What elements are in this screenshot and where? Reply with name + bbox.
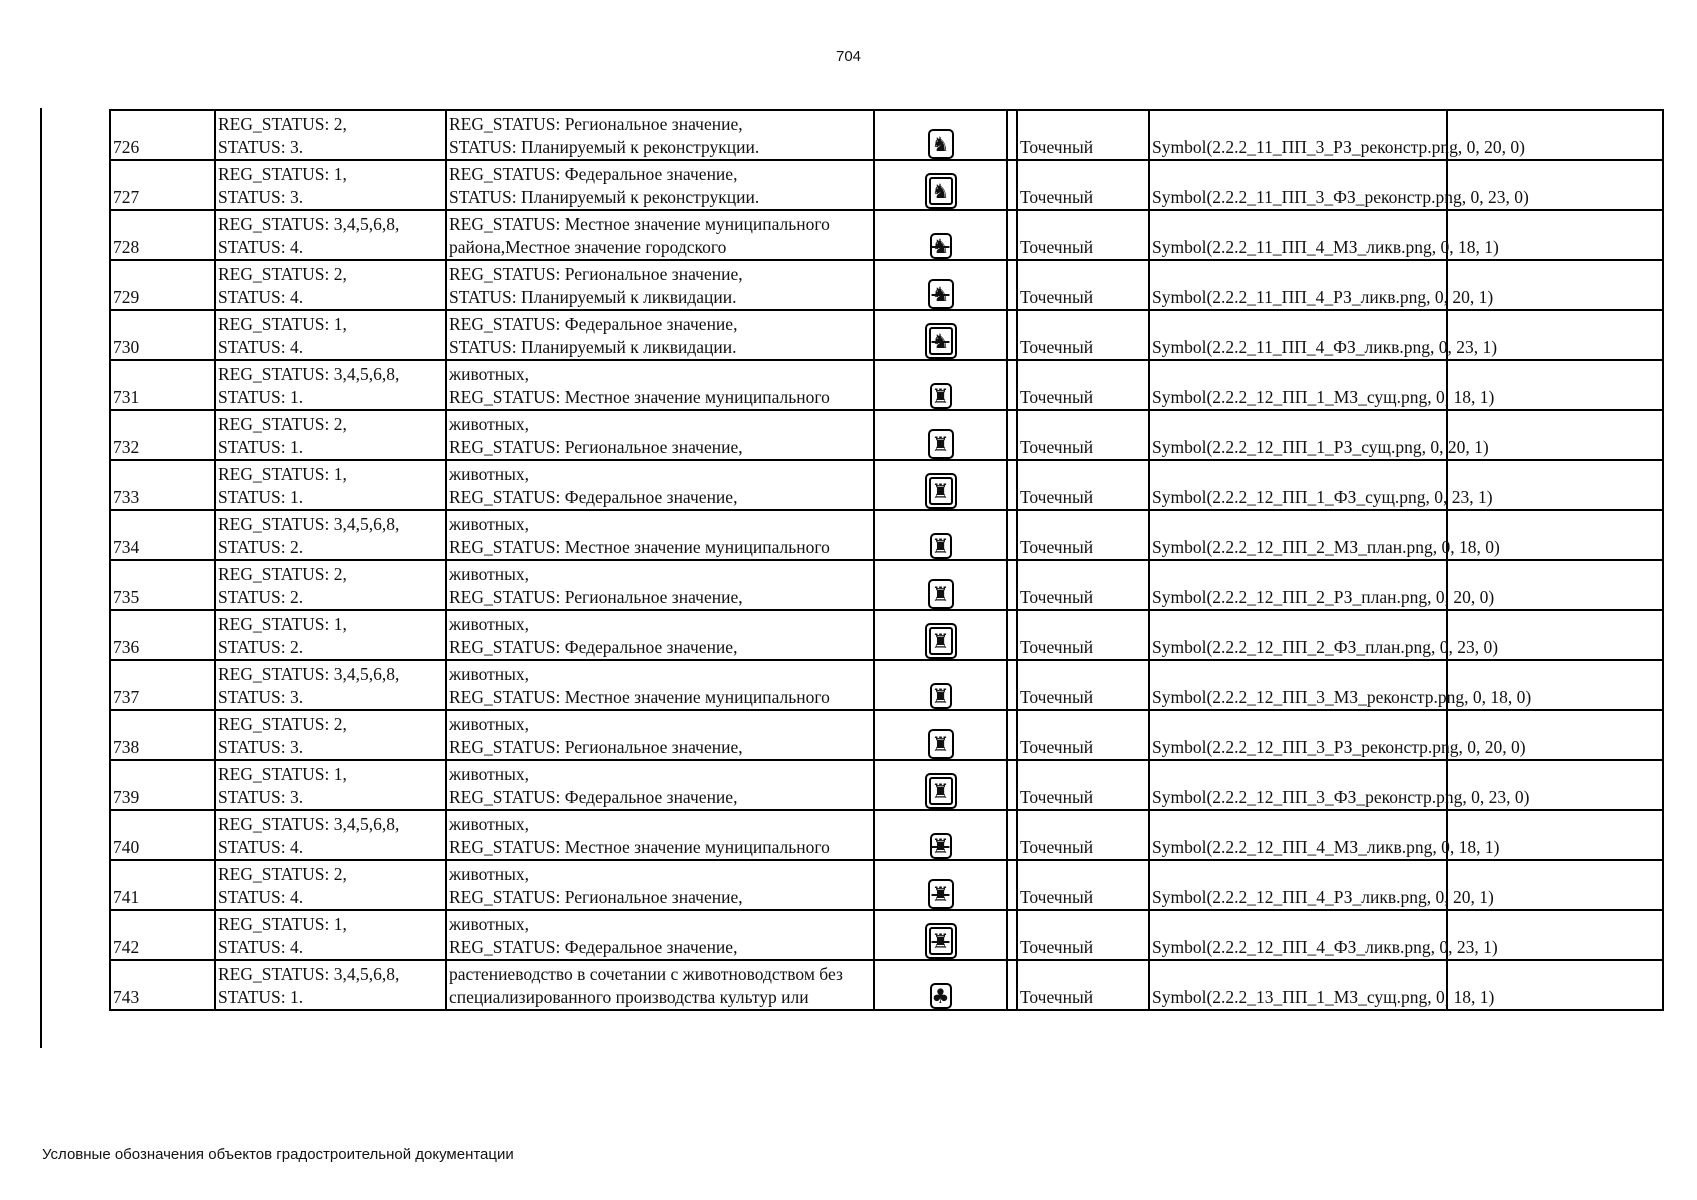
- row-code-cell: [215, 610, 446, 660]
- row-id-cell: 739: [110, 760, 215, 810]
- row-type-cell: Точечный: [1017, 960, 1149, 1010]
- description-line: REG_STATUS: Региональное значение,: [449, 264, 743, 284]
- row-symbol-cell: [874, 560, 1007, 610]
- description-line: животных,: [449, 864, 530, 884]
- table-row: [110, 310, 1663, 360]
- pig-icon: ♜: [928, 429, 954, 459]
- row-symbol-cell: [874, 960, 1007, 1010]
- row-description-cell: [446, 610, 874, 660]
- column-gap: [1007, 510, 1017, 560]
- row-id-cell: 731: [110, 360, 215, 410]
- description-line: REG_STATUS: Федеральное значение,: [449, 314, 738, 334]
- row-type-cell: Точечный: [1017, 310, 1149, 360]
- deer-icon: ♞: [928, 129, 954, 159]
- row-description-cell: [446, 560, 874, 610]
- row-code-cell: [215, 560, 446, 610]
- code-line: REG_STATUS: 2,: [218, 414, 347, 434]
- row-id-cell: 741: [110, 860, 215, 910]
- row-symbol-cell: [874, 710, 1007, 760]
- code-line: STATUS: 3.: [218, 737, 304, 757]
- row-code-cell: [215, 410, 446, 460]
- code-line: REG_STATUS: 3,4,5,6,8,: [218, 364, 400, 384]
- description-line: REG_STATUS: Региональное значение,: [449, 587, 743, 607]
- row-symbol-cell: [874, 510, 1007, 560]
- code-line: REG_STATUS: 2,: [218, 264, 347, 284]
- code-line: STATUS: 3.: [218, 687, 304, 707]
- row-description-cell: [446, 810, 874, 860]
- code-line: REG_STATUS: 3,4,5,6,8,: [218, 964, 400, 984]
- row-type-cell: Точечный: [1017, 260, 1149, 310]
- description-line: STATUS: Планируемый к реконструкции.: [449, 137, 760, 157]
- row-symbol-param-cell: Symbol(2.2.2_11_ПП_3_ФЗ_реконстр.png, 0, 23, 0): [1149, 160, 1447, 210]
- row-id-cell: 732: [110, 410, 215, 460]
- pig-crossed-icon: ♜: [930, 833, 952, 859]
- description-line: животных,: [449, 664, 530, 684]
- row-id-cell: 726: [110, 110, 215, 160]
- description-line: животных,: [449, 414, 530, 434]
- pig-icon: ♜: [930, 683, 952, 709]
- row-symbol-cell: [874, 610, 1007, 660]
- description-line: REG_STATUS: Федеральное значение,: [449, 637, 738, 657]
- row-code-cell: [215, 310, 446, 360]
- row-id-cell: 743: [110, 960, 215, 1010]
- deer-crossed-icon: ♞: [930, 233, 952, 259]
- row-symbol-cell: [874, 260, 1007, 310]
- code-line: REG_STATUS: 1,: [218, 464, 347, 484]
- row-code-cell: [215, 360, 446, 410]
- code-line: REG_STATUS: 3,4,5,6,8,: [218, 514, 400, 534]
- table-row: [110, 860, 1663, 910]
- deer-icon: ♞: [925, 173, 957, 209]
- description-line: REG_STATUS: Местное значение муниципального: [449, 837, 830, 857]
- code-line: STATUS: 3.: [218, 187, 304, 207]
- row-symbol-param-cell: Symbol(2.2.2_12_ПП_3_РЗ_реконстр.png, 0, 20, 0): [1149, 710, 1447, 760]
- description-line: REG_STATUS: Местное значение муниципального: [449, 687, 830, 707]
- page-number: 704: [835, 48, 862, 65]
- code-line: STATUS: 4.: [218, 287, 304, 307]
- pig-icon: ♜: [928, 579, 954, 609]
- row-type-cell: Точечный: [1017, 710, 1149, 760]
- description-line: REG_STATUS: Региональное значение,: [449, 114, 743, 134]
- row-type-cell: Точечный: [1017, 360, 1149, 410]
- column-gap: [1007, 860, 1017, 910]
- description-line: STATUS: Планируемый к ликвидации.: [449, 337, 737, 357]
- pig-icon: ♜: [928, 729, 954, 759]
- row-description-cell: [446, 160, 874, 210]
- table-row: [110, 360, 1663, 410]
- row-type-cell: Точечный: [1017, 560, 1149, 610]
- column-gap: [1007, 160, 1017, 210]
- row-type-cell: Точечный: [1017, 910, 1149, 960]
- row-id-cell: 733: [110, 460, 215, 510]
- row-id-cell: 727: [110, 160, 215, 210]
- table-row: [110, 560, 1663, 610]
- code-line: REG_STATUS: 3,4,5,6,8,: [218, 214, 400, 234]
- row-description-cell: [446, 460, 874, 510]
- row-symbol-param-cell: Symbol(2.2.2_13_ПП_1_МЗ_сущ.png, 0, 18, 1): [1149, 960, 1447, 1010]
- row-symbol-cell: [874, 160, 1007, 210]
- row-symbol-param-cell: Symbol(2.2.2_12_ПП_2_МЗ_план.png, 0, 18, 0): [1149, 510, 1447, 560]
- code-line: REG_STATUS: 1,: [218, 614, 347, 634]
- pig-crossed-icon: ♜: [928, 879, 954, 909]
- description-line: животных,: [449, 364, 530, 384]
- row-id-cell: 734: [110, 510, 215, 560]
- code-line: REG_STATUS: 1,: [218, 164, 347, 184]
- row-id-cell: 742: [110, 910, 215, 960]
- row-symbol-param-cell: Symbol(2.2.2_11_ПП_4_ФЗ_ликв.png, 0, 23, 1): [1149, 310, 1447, 360]
- row-symbol-cell: [874, 360, 1007, 410]
- row-symbol-param-cell: Symbol(2.2.2_12_ПП_1_ФЗ_сущ.png, 0, 23, 1): [1149, 460, 1447, 510]
- description-line: животных,: [449, 614, 530, 634]
- row-type-cell: Точечный: [1017, 660, 1149, 710]
- table-row: [110, 760, 1663, 810]
- row-id-cell: 730: [110, 310, 215, 360]
- row-code-cell: [215, 460, 446, 510]
- column-gap: [1007, 310, 1017, 360]
- row-id-cell: 735: [110, 560, 215, 610]
- column-gap: [1007, 410, 1017, 460]
- page-footer: Условные обозначения объектов градостроительной документации: [42, 1146, 514, 1163]
- row-symbol-cell: [874, 860, 1007, 910]
- code-line: REG_STATUS: 2,: [218, 714, 347, 734]
- row-description-cell: [446, 960, 874, 1010]
- row-id-cell: 736: [110, 610, 215, 660]
- row-symbol-cell: [874, 110, 1007, 160]
- description-line: REG_STATUS: Местное значение муниципального: [449, 387, 830, 407]
- code-line: STATUS: 4.: [218, 337, 304, 357]
- row-description-cell: [446, 910, 874, 960]
- row-symbol-cell: [874, 410, 1007, 460]
- table-row: [110, 910, 1663, 960]
- row-type-cell: Точечный: [1017, 510, 1149, 560]
- table-row: [110, 110, 1663, 160]
- row-description-cell: [446, 410, 874, 460]
- column-gap: [1007, 360, 1017, 410]
- column-gap: [1007, 660, 1017, 710]
- description-line: REG_STATUS: Региональное значение,: [449, 737, 743, 757]
- row-code-cell: [215, 910, 446, 960]
- row-symbol-param-cell: Symbol(2.2.2_12_ПП_1_МЗ_сущ.png, 0, 18, 1): [1149, 360, 1447, 410]
- row-id-cell: 728: [110, 210, 215, 260]
- row-symbol-param-cell: Symbol(2.2.2_11_ПП_4_РЗ_ликв.png, 0, 20, 1): [1149, 260, 1447, 310]
- row-description-cell: [446, 760, 874, 810]
- column-gap: [1007, 960, 1017, 1010]
- table-row: [110, 460, 1663, 510]
- table-row: [110, 710, 1663, 760]
- plant-animal-icon: ♣: [930, 983, 952, 1009]
- code-line: STATUS: 1.: [218, 437, 304, 457]
- legend-table: [109, 109, 1664, 1011]
- code-line: STATUS: 1.: [218, 987, 304, 1007]
- row-type-cell: Точечный: [1017, 610, 1149, 660]
- row-description-cell: [446, 860, 874, 910]
- table-row: [110, 160, 1663, 210]
- description-line: REG_STATUS: Федеральное значение,: [449, 937, 738, 957]
- row-code-cell: [215, 710, 446, 760]
- row-symbol-cell: [874, 760, 1007, 810]
- row-description-cell: [446, 210, 874, 260]
- description-line: животных,: [449, 814, 530, 834]
- row-id-cell: 740: [110, 810, 215, 860]
- code-line: STATUS: 4.: [218, 837, 304, 857]
- column-gap: [1007, 710, 1017, 760]
- table-row: [110, 660, 1663, 710]
- row-symbol-param-cell: Symbol(2.2.2_12_ПП_4_РЗ_ликв.png, 0, 20, 1): [1149, 860, 1447, 910]
- row-code-cell: [215, 660, 446, 710]
- column-gap: [1007, 810, 1017, 860]
- row-code-cell: [215, 110, 446, 160]
- row-description-cell: [446, 360, 874, 410]
- row-symbol-cell: [874, 810, 1007, 860]
- row-description-cell: [446, 660, 874, 710]
- code-line: REG_STATUS: 2,: [218, 864, 347, 884]
- table-row: [110, 610, 1663, 660]
- code-line: STATUS: 4.: [218, 237, 304, 257]
- row-symbol-param-cell: Symbol(2.2.2_12_ПП_3_ФЗ_реконстр.png, 0, 23, 0): [1149, 760, 1447, 810]
- row-code-cell: [215, 810, 446, 860]
- deer-crossed-icon: ♞: [925, 323, 957, 359]
- description-line: животных,: [449, 564, 530, 584]
- code-line: REG_STATUS: 2,: [218, 564, 347, 584]
- column-gap: [1007, 760, 1017, 810]
- row-description-cell: [446, 260, 874, 310]
- description-line: STATUS: Планируемый к ликвидации.: [449, 287, 737, 307]
- column-gap: [1007, 560, 1017, 610]
- pig-icon: ♜: [930, 383, 952, 409]
- code-line: REG_STATUS: 3,4,5,6,8,: [218, 664, 400, 684]
- description-line: REG_STATUS: Федеральное значение,: [449, 787, 738, 807]
- row-symbol-cell: [874, 660, 1007, 710]
- code-line: STATUS: 2.: [218, 537, 304, 557]
- description-line: района,Местное значение городского: [449, 237, 727, 257]
- description-line: REG_STATUS: Региональное значение,: [449, 437, 743, 457]
- description-line: REG_STATUS: Федеральное значение,: [449, 164, 738, 184]
- description-line: животных,: [449, 764, 530, 784]
- row-symbol-param-cell: Symbol(2.2.2_12_ПП_2_РЗ_план.png, 0, 20, 0): [1149, 560, 1447, 610]
- description-line: животных,: [449, 714, 530, 734]
- description-line: специализированного производства культур или: [449, 987, 809, 1007]
- code-line: REG_STATUS: 2,: [218, 114, 347, 134]
- row-type-cell: Точечный: [1017, 810, 1149, 860]
- row-type-cell: Точечный: [1017, 210, 1149, 260]
- row-id-cell: 738: [110, 710, 215, 760]
- column-gap: [1007, 460, 1017, 510]
- row-code-cell: [215, 510, 446, 560]
- row-type-cell: Точечный: [1017, 410, 1149, 460]
- code-line: STATUS: 2.: [218, 637, 304, 657]
- row-id-cell: 729: [110, 260, 215, 310]
- pig-icon: ♜: [925, 473, 957, 509]
- row-code-cell: [215, 160, 446, 210]
- row-symbol-param-cell: Symbol(2.2.2_11_ПП_3_РЗ_реконстр.png, 0, 20, 0): [1149, 110, 1447, 160]
- column-gap: [1007, 210, 1017, 260]
- row-symbol-param-cell: Symbol(2.2.2_12_ПП_4_МЗ_ликв.png, 0, 18, 1): [1149, 810, 1447, 860]
- left-margin-rule: [40, 108, 42, 1048]
- row-code-cell: [215, 210, 446, 260]
- row-symbol-cell: [874, 460, 1007, 510]
- pig-icon: ♜: [925, 773, 957, 809]
- row-description-cell: [446, 110, 874, 160]
- row-type-cell: Точечный: [1017, 760, 1149, 810]
- description-line: REG_STATUS: Местное значение муниципального: [449, 214, 830, 234]
- description-line: STATUS: Планируемый к реконструкции.: [449, 187, 760, 207]
- row-id-cell: 737: [110, 660, 215, 710]
- code-line: STATUS: 1.: [218, 387, 304, 407]
- table-row: [110, 960, 1663, 1010]
- row-type-cell: Точечный: [1017, 110, 1149, 160]
- code-line: REG_STATUS: 1,: [218, 764, 347, 784]
- row-type-cell: Точечный: [1017, 160, 1149, 210]
- column-gap: [1007, 610, 1017, 660]
- row-code-cell: [215, 260, 446, 310]
- table-row: [110, 810, 1663, 860]
- code-line: REG_STATUS: 3,4,5,6,8,: [218, 814, 400, 834]
- code-line: STATUS: 3.: [218, 137, 304, 157]
- code-line: STATUS: 4.: [218, 937, 304, 957]
- row-symbol-param-cell: Symbol(2.2.2_12_ПП_1_РЗ_сущ.png, 0, 20, 1): [1149, 410, 1447, 460]
- row-type-cell: Точечный: [1017, 860, 1149, 910]
- row-type-cell: Точечный: [1017, 460, 1149, 510]
- row-symbol-param-cell: Symbol(2.2.2_12_ПП_4_ФЗ_ликв.png, 0, 23, 1): [1149, 910, 1447, 960]
- description-line: животных,: [449, 464, 530, 484]
- row-symbol-cell: [874, 210, 1007, 260]
- row-code-cell: [215, 860, 446, 910]
- code-line: STATUS: 4.: [218, 887, 304, 907]
- code-line: REG_STATUS: 1,: [218, 914, 347, 934]
- row-description-cell: [446, 510, 874, 560]
- code-line: STATUS: 1.: [218, 487, 304, 507]
- description-line: REG_STATUS: Федеральное значение,: [449, 487, 738, 507]
- deer-crossed-icon: ♞: [928, 279, 954, 309]
- table-row: [110, 260, 1663, 310]
- table-row: [110, 410, 1663, 460]
- description-line: растениеводство в сочетании с животноводством без: [449, 964, 843, 984]
- table-row: [110, 210, 1663, 260]
- column-gap: [1007, 910, 1017, 960]
- pig-icon: ♜: [925, 623, 957, 659]
- row-symbol-param-cell: Symbol(2.2.2_11_ПП_4_МЗ_ликв.png, 0, 18, 1): [1149, 210, 1447, 260]
- code-line: STATUS: 3.: [218, 787, 304, 807]
- row-description-cell: [446, 310, 874, 360]
- row-code-cell: [215, 760, 446, 810]
- row-symbol-param-cell: Symbol(2.2.2_12_ПП_3_МЗ_реконстр.png, 0, 18, 0): [1149, 660, 1447, 710]
- description-line: животных,: [449, 914, 530, 934]
- description-line: животных,: [449, 514, 530, 534]
- code-line: STATUS: 2.: [218, 587, 304, 607]
- column-gap: [1007, 110, 1017, 160]
- row-description-cell: [446, 710, 874, 760]
- code-line: REG_STATUS: 1,: [218, 314, 347, 334]
- description-line: REG_STATUS: Региональное значение,: [449, 887, 743, 907]
- row-symbol-cell: [874, 310, 1007, 360]
- description-line: REG_STATUS: Местное значение муниципального: [449, 537, 830, 557]
- row-symbol-param-cell: Symbol(2.2.2_12_ПП_2_ФЗ_план.png, 0, 23, 0): [1149, 610, 1447, 660]
- row-symbol-cell: [874, 910, 1007, 960]
- table-row: [110, 510, 1663, 560]
- pig-crossed-icon: ♜: [925, 923, 957, 959]
- legend-table-body: [110, 110, 1663, 1010]
- row-code-cell: [215, 960, 446, 1010]
- pig-icon: ♜: [930, 533, 952, 559]
- column-gap: [1007, 260, 1017, 310]
